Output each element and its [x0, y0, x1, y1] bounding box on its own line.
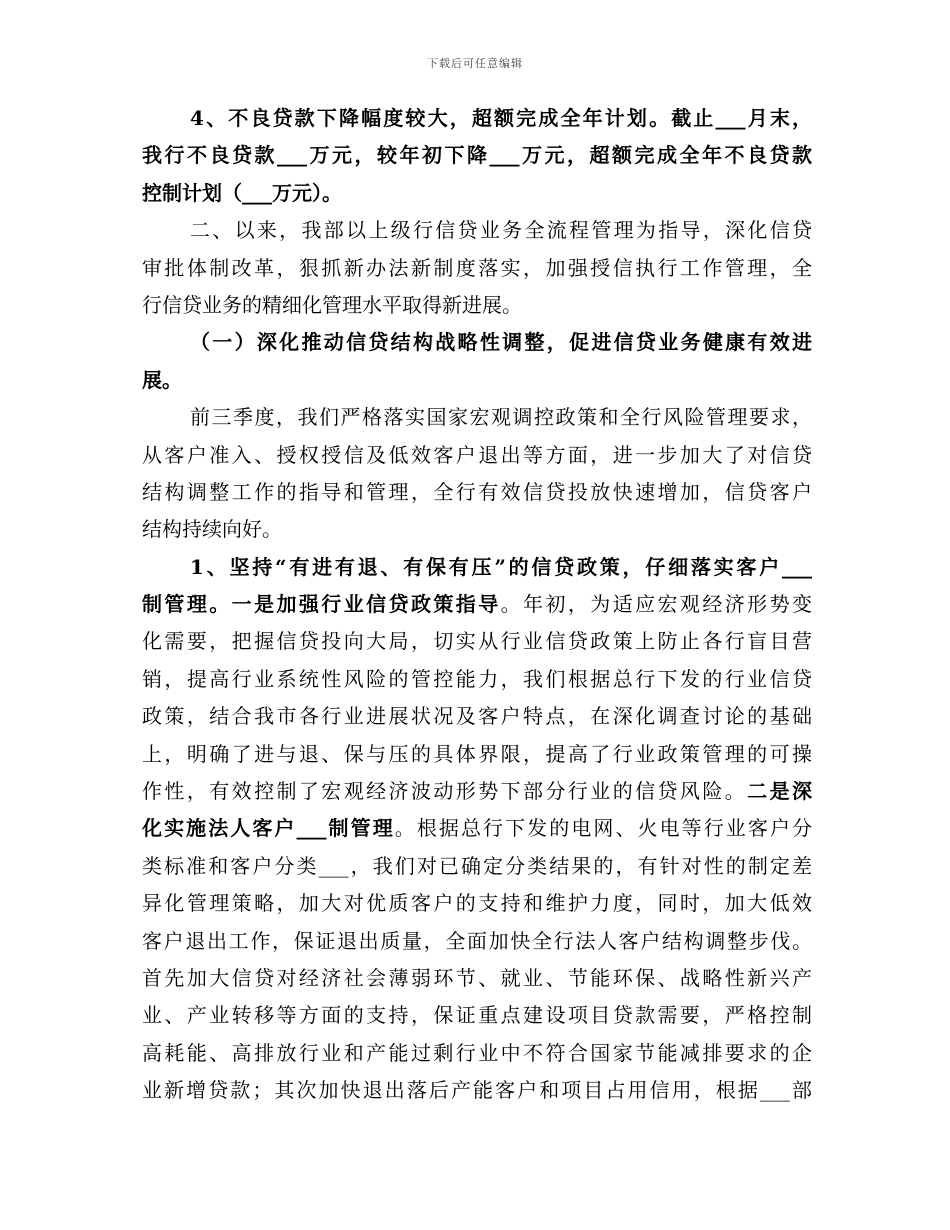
text-line	[142, 848, 812, 885]
bold-text: 展。	[142, 367, 182, 392]
body-text: 高耗能、高排放行业和产能过剩行业中不符合国家节能减排要求的企	[142, 1040, 812, 1065]
body-text: 上，明确了进与退、保与压的具体界限，提高了行业政策管理的可操	[142, 741, 812, 766]
body-text: 。根据总行下发的电网、火电等行业客户分	[394, 816, 813, 841]
text-line	[142, 1072, 812, 1109]
text-line	[142, 997, 812, 1034]
text-line	[142, 511, 812, 548]
body-text: 化需要，把握信贷投向大局，切实从行业信贷政策上防止各行盲目营	[142, 629, 812, 654]
text-line	[142, 287, 812, 324]
text-line	[142, 549, 812, 586]
body-text: 异化管理策略，加大对优质客户的支持和维护力度，同时，加大低效	[142, 891, 812, 916]
text-line	[142, 362, 812, 399]
text-line	[142, 100, 812, 137]
bold-text: （一）深化推动信贷结构战略性调整，促进信贷业务健康有效进	[190, 330, 812, 355]
bold-text: 我行不良贷款___万元，较年初下降___万元，超额完成全年不良贷款	[142, 143, 812, 168]
body-text: 业、产业转移等方面的支持，保证重点建设项目贷款需要，严格控制	[142, 1003, 812, 1028]
body-text: 政策，结合我市各行业进展状况及客户特点，在深化调查讨论的基础	[142, 704, 812, 729]
text-line	[142, 698, 812, 735]
text-line	[142, 437, 812, 474]
body-text: 二、以来，我部以上级行信贷业务全流程管理为指导，深化信贷	[190, 218, 812, 243]
body-text: 结构持续向好。	[142, 517, 282, 542]
document-body	[142, 100, 812, 1110]
text-line	[142, 586, 812, 623]
text-line	[142, 212, 812, 249]
body-text: 客户退出工作，保证退出质量，全面加快全行法人客户结构调整步伐。	[142, 928, 812, 953]
body-text: 结构调整工作的指导和管理，全行有效信贷投放快速增加，信贷客户	[142, 479, 812, 504]
body-text: 前三季度，我们严格落实国家宏观调控政策和全行风险管理要求，	[190, 405, 812, 430]
text-line	[142, 399, 812, 436]
bold-text: 4、不良贷款下降幅度较大，超额完成全年计划。截止___月末，	[190, 106, 812, 130]
page-header: 下载后可任意编辑	[427, 57, 523, 70]
text-line	[142, 885, 812, 922]
body-text: 首先加大信贷对经济社会薄弱环节、就业、节能环保、战略性新兴产	[142, 965, 812, 990]
text-line	[142, 923, 812, 960]
text-line	[142, 736, 812, 773]
bold-text: 制管理。一是加强行业信贷政策指导	[142, 592, 501, 617]
text-line	[142, 810, 812, 847]
text-line	[142, 250, 812, 287]
text-line	[142, 773, 812, 810]
text-line	[142, 960, 812, 997]
text-line	[142, 324, 812, 361]
text-line	[142, 175, 812, 212]
body-text: 从客户准入、授权授信及低效客户退出等方面，进一步加大了对信贷	[142, 442, 812, 467]
text-line	[142, 623, 812, 660]
body-text: 审批体制改革，狠抓新办法新制度落实，加强授信执行工作管理，全	[142, 255, 812, 280]
bold-text: 控制计划（___万元）。	[142, 180, 342, 205]
bold-text: 二是深	[747, 779, 812, 804]
text-line	[142, 1035, 812, 1072]
text-line	[142, 474, 812, 511]
bold-text: 1、坚持“有进有退、有保有压”的信贷政策，仔细落实客户___	[190, 554, 812, 579]
text-line	[142, 661, 812, 698]
body-text: 作性，有效控制了宏观经济波动形势下部分行业的信贷风险。	[142, 779, 748, 804]
body-text: 类标准和客户分类___，我们对已确定分类结果的，有针对性的制定差	[142, 853, 812, 878]
bold-text: 化实施法人客户___制管理	[142, 816, 395, 841]
body-text: 销，提高行业系统性风险的管控能力，我们根据总行下发的行业信贷	[142, 666, 812, 691]
body-text: 业新增贷款；其次加快退出落后产能客户和项目占用信用，根据___部	[142, 1078, 812, 1103]
body-text: 行信贷业务的精细化管理水平取得新进展。	[142, 292, 522, 317]
text-line	[142, 137, 812, 174]
body-text: 。年初，为适应宏观经济形势变	[500, 592, 813, 617]
